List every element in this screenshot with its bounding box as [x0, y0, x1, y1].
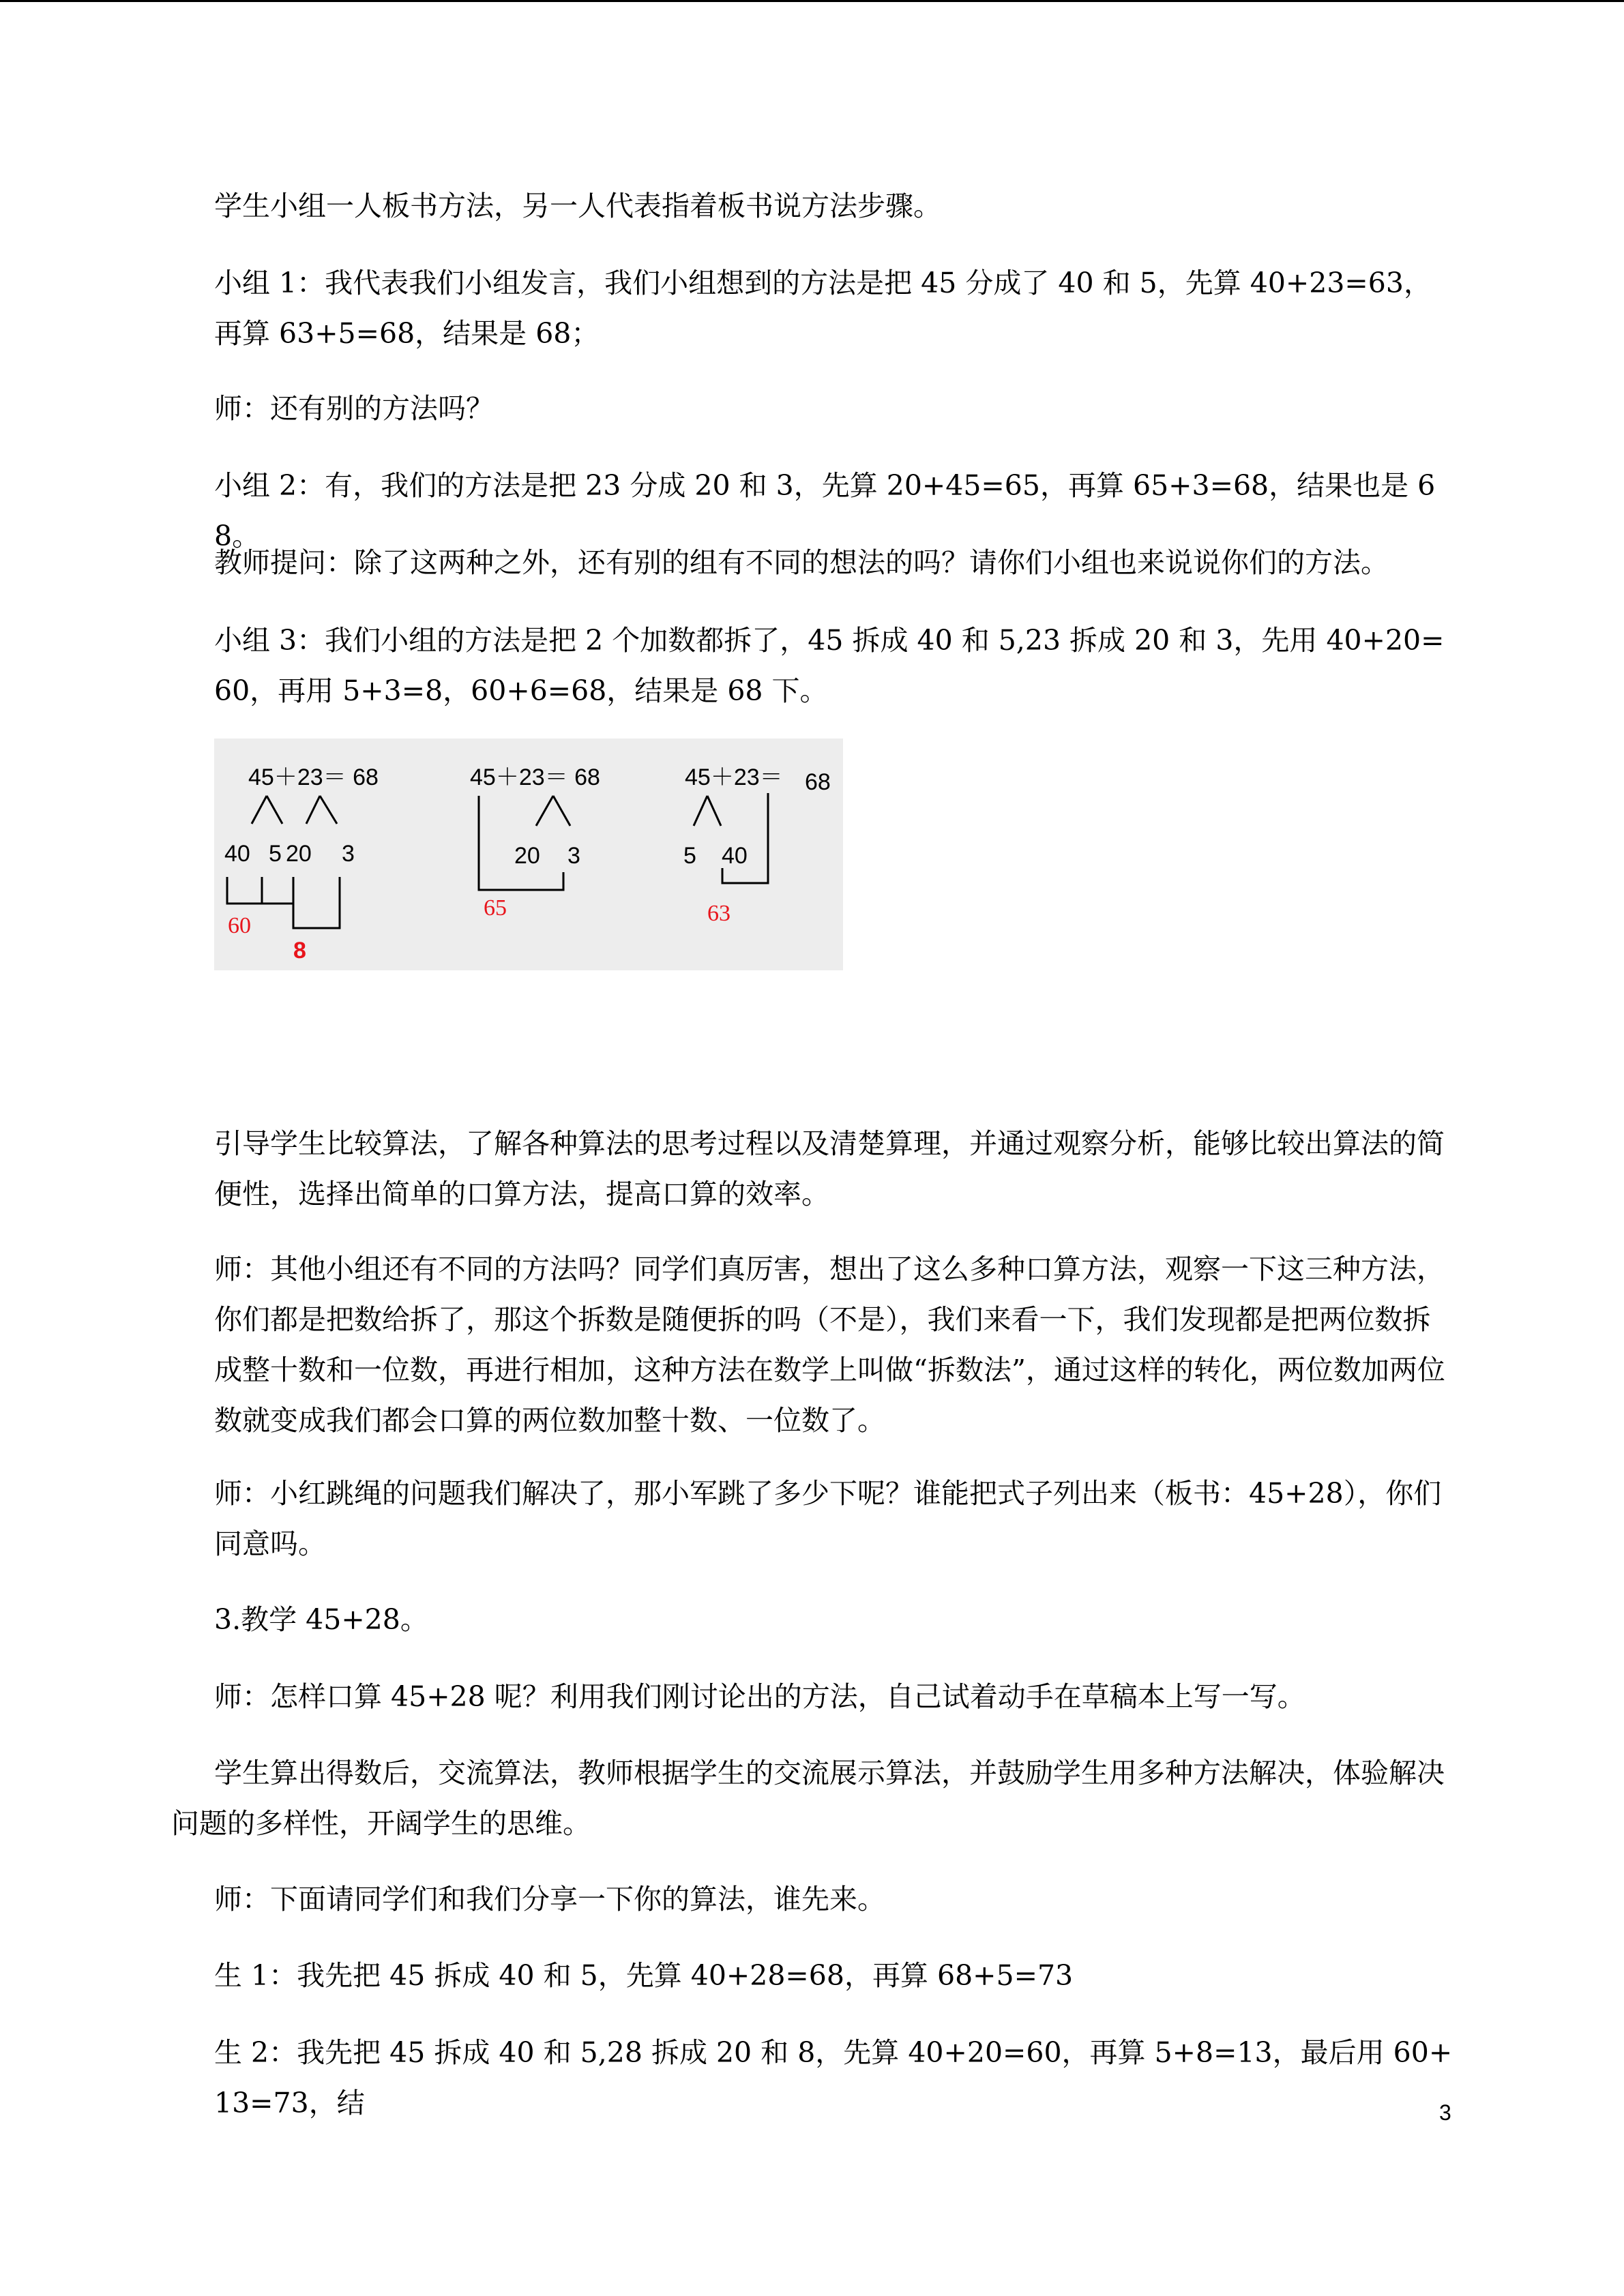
split-line: [306, 796, 337, 824]
equation: 45＋23＝ 68: [470, 764, 600, 790]
partial-sum: 63: [707, 901, 730, 926]
partial-sum: 60: [228, 913, 251, 938]
paragraph: 生 2：我先把 45 拆成 40 和 5,28 拆成 20 和 8，先算 40+20=60，再算 5+8=13，最后用 60+13=73，结: [214, 2036, 1453, 2119]
page-number: 3: [1439, 2100, 1451, 2125]
split-line: [252, 796, 282, 824]
sum-bracket: [293, 877, 340, 928]
paragraph: 师：其他小组还有不同的方法吗？同学们真厉害，想出了这么多种口算方法，观察一下这三种方法，你们都是把数给拆了，那这个拆数是随便拆的吗（不是），我们来看一下，我们发现都是把两位数拆成整十数和一位数，再进行相加，这种方法在数学上叫做“拆数法”，通过这样的转化，两位数加两位数就变成我们都会口算的两位数加整十数、一位数了。: [214, 1253, 1445, 1437]
split-number-diagram: [214, 739, 843, 970]
paragraph: 学生小组一人板书方法，另一人代表指着板书说方法步骤。: [214, 190, 941, 222]
paragraph: 学生算出得数后，交流算法，教师根据学生的交流展示算法，并鼓励学生用多种方法解决，体验解决问题的多样性，开阔学生的思维。: [171, 1757, 1445, 1840]
paragraph: 小组 3：我们小组的方法是把 2 个加数都拆了，45 拆成 40 和 5,23 拆成 20 和 3，先用 40+20=60，再用 5+3=8，60+6=68，结果是 68 下。: [214, 624, 1445, 707]
part-number: 20: [514, 843, 540, 869]
part-number: 3: [342, 841, 355, 867]
paragraph: 师：下面请同学们和我们分享一下你的算法，谁先来。: [214, 1883, 885, 1915]
paragraph: 师：还有别的方法吗？: [214, 392, 494, 425]
part-number: 5: [269, 841, 282, 867]
equation: 45＋23＝: [685, 764, 783, 790]
part-number: 40: [722, 843, 748, 869]
paragraph: 小组 1：我代表我们小组发言，我们小组想到的方法是把 45 分成了 40 和 5，先算 40+23=63，再算 63+5=68，结果是 68；: [214, 267, 1432, 350]
paragraph: 教师提问：除了这两种之外，还有别的组有不同的想法的吗？请你们小组也来说说你们的方法。: [214, 546, 1389, 579]
sum-bracket: [227, 877, 262, 904]
part-number: 40: [224, 841, 250, 867]
paragraph: 3.教学 45+28。: [214, 1603, 428, 1636]
paragraph: 师：小红跳绳的问题我们解决了，那小军跳了多少下呢？谁能把式子列出来（板书：45+28），你们同意吗。: [214, 1477, 1442, 1560]
equation-result: 68: [805, 769, 831, 795]
paragraph: 引导学生比较算法，了解各种算法的思考过程以及清楚算理，并通过观察分析，能够比较出算法的简便性，选择出简单的口算方法，提高口算的效率。: [214, 1127, 1445, 1210]
part-number: 3: [567, 843, 580, 869]
page-top-border: [0, 0, 1624, 2]
part-number: 5: [683, 843, 696, 869]
partial-sum: 65: [484, 895, 507, 921]
partial-sum: 8: [293, 938, 306, 964]
diagram-svg: [214, 739, 843, 970]
paragraph: 生 1：我先把 45 拆成 40 和 5，先算 40+28=68，再算 68+5=73: [214, 1959, 1074, 1992]
sum-bracket: [722, 793, 768, 883]
split-line: [694, 796, 721, 826]
split-line: [536, 796, 570, 826]
equation: 45＋23＝ 68: [248, 764, 379, 790]
paragraph: 小组 2：有，我们的方法是把 23 分成 20 和 3，先算 20+45=65，再算 65+3=68，结果也是 68。: [214, 469, 1436, 552]
part-number: 20: [286, 841, 312, 867]
paragraph: 师：怎样口算 45+28 呢？利用我们刚讨论出的方法，自己试着动手在草稿本上写一写。: [214, 1680, 1305, 1713]
